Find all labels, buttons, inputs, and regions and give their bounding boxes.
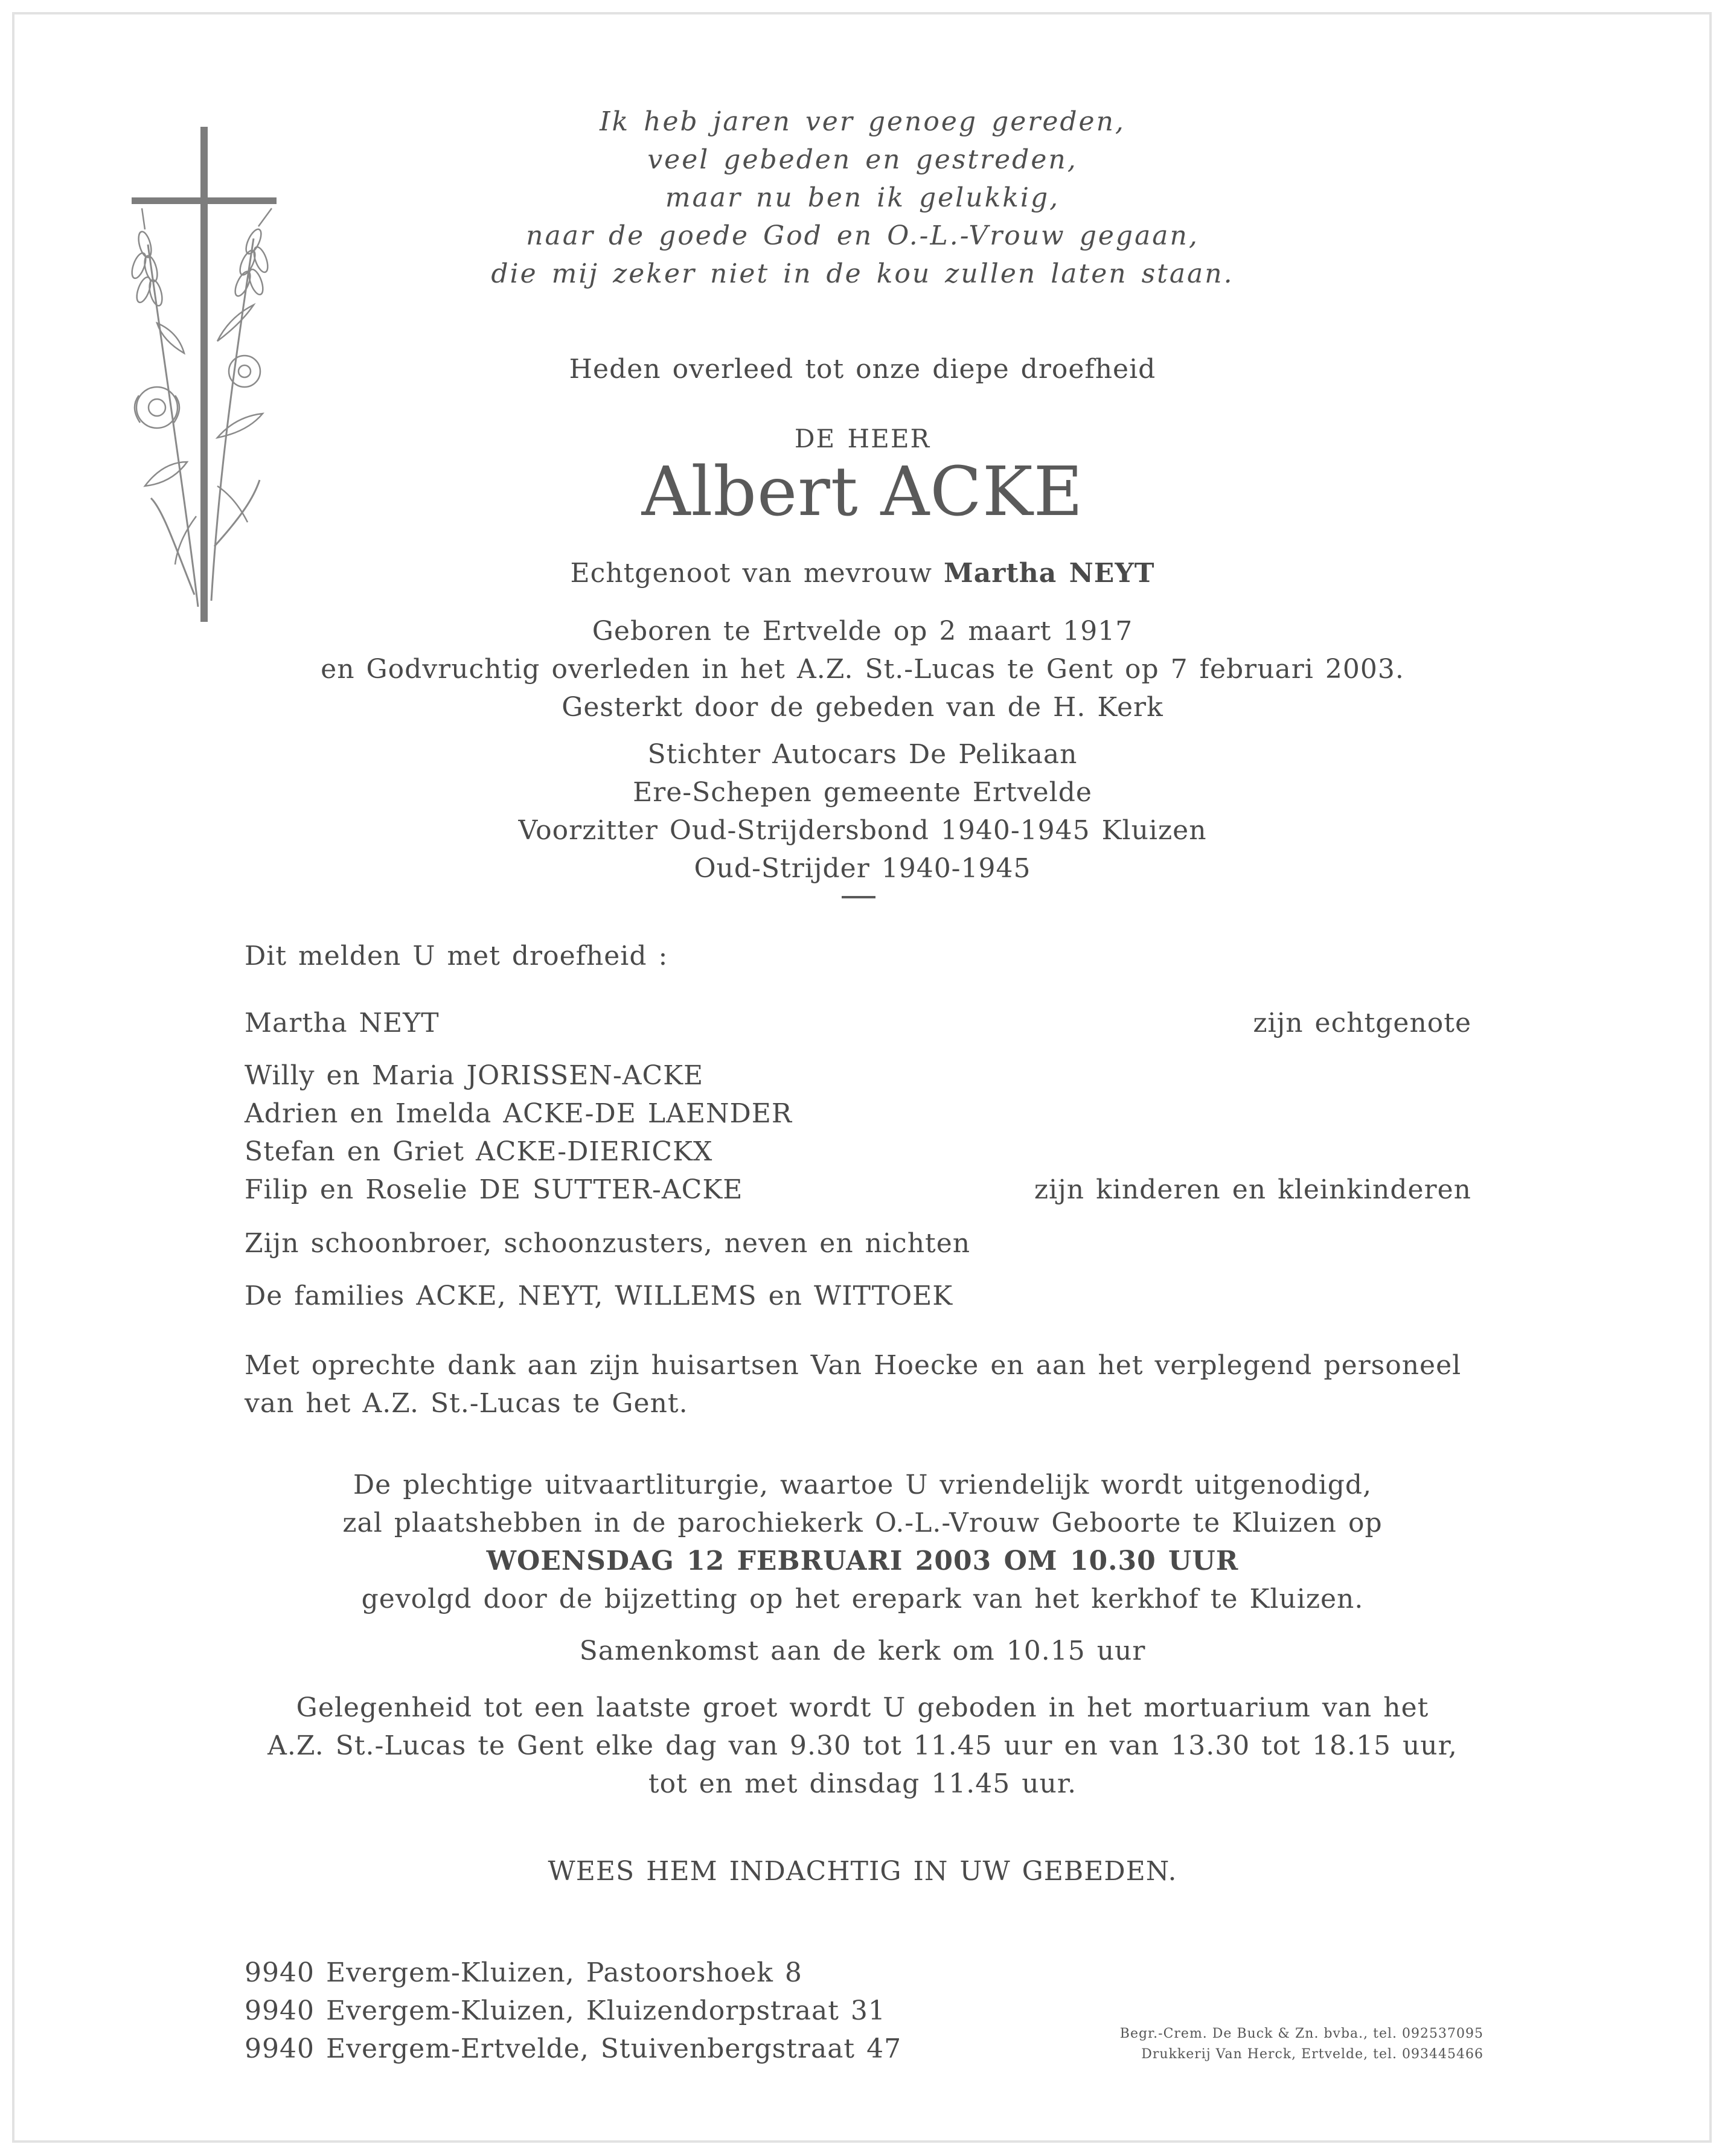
in-laws-line: Zijn schoonbroer, schoonzusters, neven en nichten (245, 1228, 971, 1259)
spouse-row-relation: zijn echtgenote (1253, 1008, 1471, 1038)
death-line: en Godvruchtig overleden in het A.Z. St.-Lucas te Gent op 7 februari 2003. (321, 654, 1404, 685)
title-line: Ere-Schepen gemeente Ertvelde (633, 777, 1092, 808)
titles-block (0, 735, 1725, 888)
poem-line: maar nu ben ik gelukkig, (665, 182, 1060, 213)
viewing-block (0, 1689, 1725, 1803)
printer-line: Drukkerij Van Herck, Ertvelde, tel. 093445466 (1141, 2047, 1483, 2062)
child-line: Willy en Maria JORISSEN-ACKE (245, 1060, 704, 1091)
viewing-line: Gelegenheid tot een laatste groet wordt U geboden in het mortuarium van het (296, 1692, 1429, 1723)
poem-line: naar de goede God en O.-L.-Vrouw gegaan, (526, 220, 1199, 251)
address-line: 9940 Evergem-Kluizen, Pastoorshoek 8 (245, 1957, 802, 1988)
intro-text: Heden overleed tot onze diepe droefheid (569, 354, 1156, 385)
printer-line: Begr.-Crem. De Buck & Zn. bvba., tel. 092537095 (1119, 2026, 1483, 2041)
poem (0, 103, 1725, 293)
addresses-block (245, 1954, 901, 2068)
separator-dash (842, 896, 875, 898)
families-line: De families ACKE, NEYT, WILLEMS en WITTOEK (245, 1281, 953, 1311)
funeral-block (0, 1466, 1725, 1618)
poem-line: Ik heb jaren ver genoeg gereden, (600, 106, 1125, 137)
funeral-date: WOENSDAG 12 FEBRUARI 2003 OM 10.30 UUR (486, 1546, 1239, 1576)
poem-line: die mij zeker niet in de kou zullen laten staan. (491, 258, 1234, 289)
children-list (245, 1057, 792, 1209)
spouse-row-name: Martha NEYT (245, 1008, 440, 1038)
birth-line: Geboren te Ertvelde op 2 maart 1917 (592, 616, 1133, 647)
closing-line: WEES HEM INDACHTIG IN UW GEBEDEN. (548, 1856, 1177, 1887)
spouse-prefix: Echtgenoot van mevrouw (570, 558, 933, 589)
child-line: Stefan en Griet ACKE-DIERICKX (245, 1136, 713, 1167)
poem-line: veel gebeden en gestreden, (647, 144, 1078, 175)
birth-death-block (0, 612, 1725, 726)
honorific: DE HEER (794, 424, 931, 453)
title-line: Voorzitter Oud-Strijdersbond 1940-1945 Kluizen (518, 815, 1207, 846)
viewing-line: A.Z. St.-Lucas te Gent elke dag van 9.30 tot 11.45 uur en van 13.30 tot 18.15 uur, (267, 1730, 1458, 1761)
deceased-name: Albert ACKE (641, 453, 1084, 531)
child-line: Adrien en Imelda ACKE-DE LAENDER (245, 1098, 793, 1129)
title-line: Oud-Strijder 1940-1945 (694, 853, 1031, 884)
funeral-line: zal plaatshebben in de parochiekerk O.-L.-Vrouw Geboorte te Kluizen op (342, 1508, 1383, 1538)
viewing-line: tot en met dinsdag 11.45 uur. (648, 1768, 1077, 1799)
address-line: 9940 Evergem-Ertvelde, Stuivenbergstraat 47 (245, 2033, 902, 2064)
printer-credits (1120, 2024, 1483, 2065)
gathering-line: Samenkomst aan de kerk om 10.15 uur (579, 1636, 1146, 1666)
spouse-name: Martha NEYT (944, 558, 1155, 589)
child-line: Filip en Roselie DE SUTTER-ACKE (245, 1174, 743, 1205)
spouse-line (0, 554, 1725, 592)
funeral-line: gevolgd door de bijzetting op het erepark van het kerkhof te Kluizen. (361, 1584, 1364, 1614)
thanks-line: van het A.Z. St.-Lucas te Gent. (245, 1388, 688, 1419)
sacrament-line: Gesterkt door de gebeden van de H. Kerk (562, 692, 1163, 723)
thanks-line: Met oprechte dank aan zijn huisartsen Van Hoecke en aan het verplegend personeel (245, 1350, 1462, 1381)
children-relation: zijn kinderen en kleinkinderen (1034, 1174, 1471, 1205)
title-line: Stichter Autocars De Pelikaan (647, 739, 1078, 770)
announce-line: Dit melden U met droefheid : (245, 941, 668, 971)
funeral-line: De plechtige uitvaartliturgie, waartoe U vriendelijk wordt uitgenodigd, (353, 1470, 1372, 1500)
address-line: 9940 Evergem-Kluizen, Kluizendorpstraat 31 (245, 1995, 886, 2026)
thanks-block (245, 1346, 1461, 1422)
